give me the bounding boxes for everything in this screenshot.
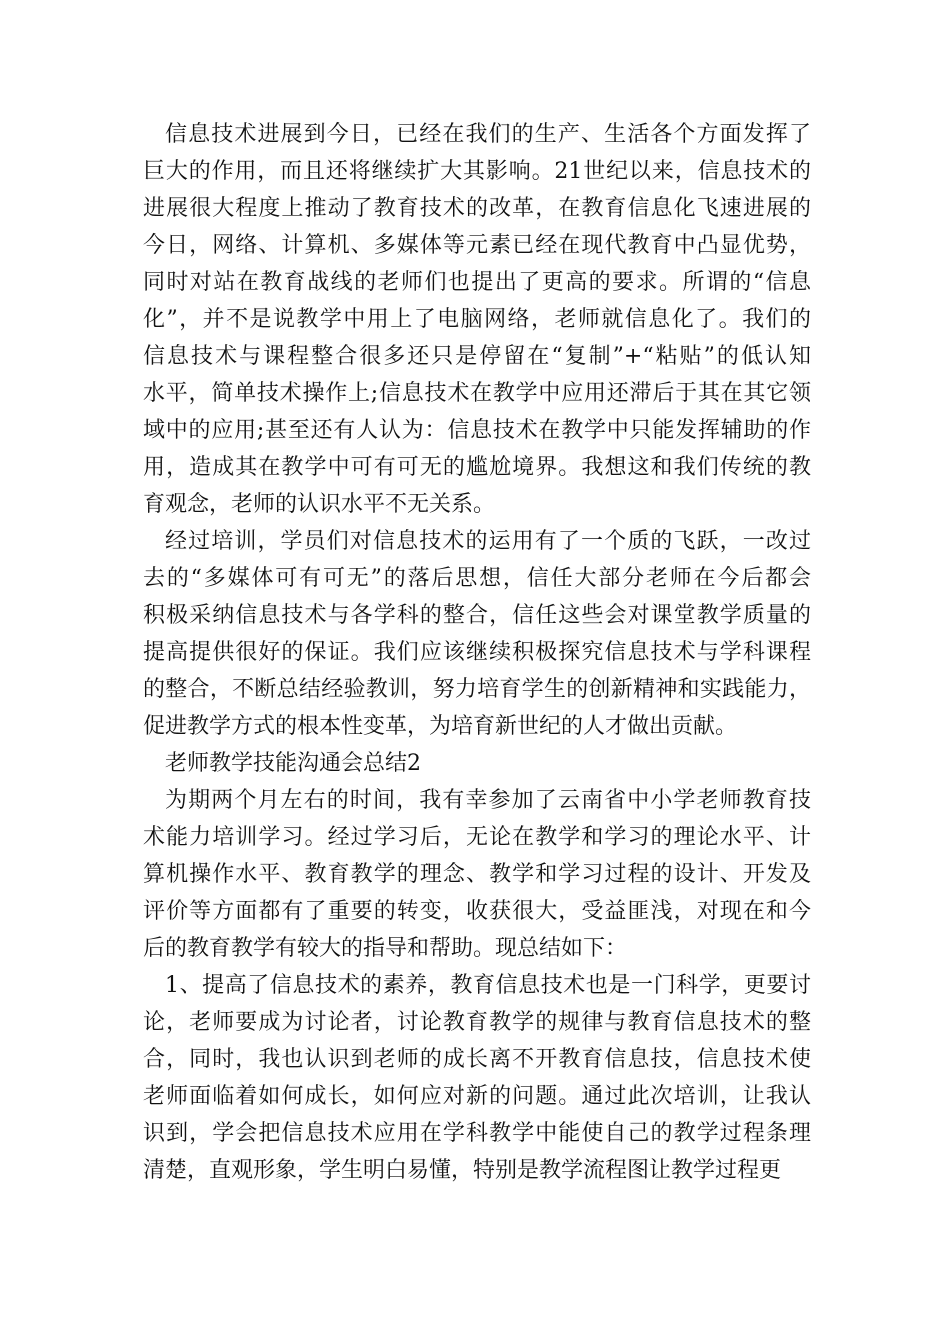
document-body	[143, 116, 811, 1189]
text-line: 清楚，直观形象，学生明白易懂，特别是教学流程图让教学过程更	[143, 1158, 782, 1183]
text-line: 提高提供很好的保证。我们应该继续积极探究信息技术与学科课程	[143, 640, 811, 665]
text-line: 同时对站在教育战线的老师们也提出了更高的要求。所谓的“信息	[143, 270, 811, 295]
text-line: 术能力培训学习。经过学习后，无论在教学和学习的理论水平、计	[143, 825, 811, 850]
text-line: 信息技术与课程整合很多还只是停留在“复制”+“粘贴”的低认知	[143, 344, 811, 369]
section-heading	[143, 745, 811, 782]
text-line: 化”，并不是说教学中用上了电脑网络，老师就信息化了。我们的	[143, 307, 811, 332]
text-line: 进展很大程度上推动了教育技术的改革，在教育信息化飞速进展的	[143, 196, 811, 221]
text-line: 域中的应用;甚至还有人认为：信息技术在教学中只能发挥辅助的作	[143, 418, 811, 443]
paragraph	[143, 523, 811, 745]
text-line: 老师面临着如何成长，如何应对新的问题。通过此次培训，让我认	[143, 1084, 811, 1109]
text-line: 为期两个月左右的时间，我有幸参加了云南省中小学老师教育技	[165, 788, 811, 813]
text-line: 评价等方面都有了重要的转变，收获很大，受益匪浅，对现在和今	[143, 899, 811, 924]
text-line: 去的“多媒体可有可无”的落后思想，信任大部分老师在今后都会	[143, 566, 811, 591]
text-line: 合，同时，我也认识到老师的成长离不开教育信息技，信息技术使	[143, 1047, 811, 1072]
text-line: 的整合，不断总结经验教训，努力培育学生的创新精神和实践能力，	[143, 677, 811, 702]
paragraph	[143, 116, 811, 523]
paragraph	[143, 967, 811, 1189]
text-line: 巨大的作用，而且还将继续扩大其影响。21世纪以来，信息技术的	[143, 159, 811, 184]
text-line: 经过培训，学员们对信息技术的运用有了一个质的飞跃，一改过	[165, 529, 811, 554]
text-line: 水平，简单技术操作上;信息技术在教学中应用还滞后于其在其它领	[143, 381, 811, 406]
text-line: 后的教育教学有较大的指导和帮助。现总结如下：	[143, 936, 628, 961]
text-line: 育观念，老师的认识水平不无关系。	[143, 492, 496, 517]
text-line: 信息技术进展到今日，已经在我们的生产、生活各个方面发挥了	[165, 122, 811, 147]
text-line: 算机操作水平、教育教学的理念、教学和学习过程的设计、开发及	[143, 862, 811, 887]
text-line: 今日，网络、计算机、多媒体等元素已经在现代教育中凸显优势，	[143, 233, 811, 258]
text-line: 识到，学会把信息技术应用在学科教学中能使自己的教学过程条理	[143, 1121, 811, 1146]
text-line: 促进教学方式的根本性变革，为培育新世纪的人才做出贡献。	[143, 714, 738, 739]
text-line: 1、提高了信息技术的素养，教育信息技术也是一门科学，更要讨	[165, 973, 811, 998]
paragraph	[143, 782, 811, 967]
text-line: 论，老师要成为讨论者，讨论教育教学的规律与教育信息技术的整	[143, 1010, 811, 1035]
text-line: 用，造成其在教学中可有可无的尴尬境界。我想这和我们传统的教	[143, 455, 811, 480]
text-line: 积极采纳信息技术与各学科的整合，信任这些会对课堂教学质量的	[143, 603, 811, 628]
heading-text: 老师教学技能沟通会总结2	[165, 751, 421, 776]
